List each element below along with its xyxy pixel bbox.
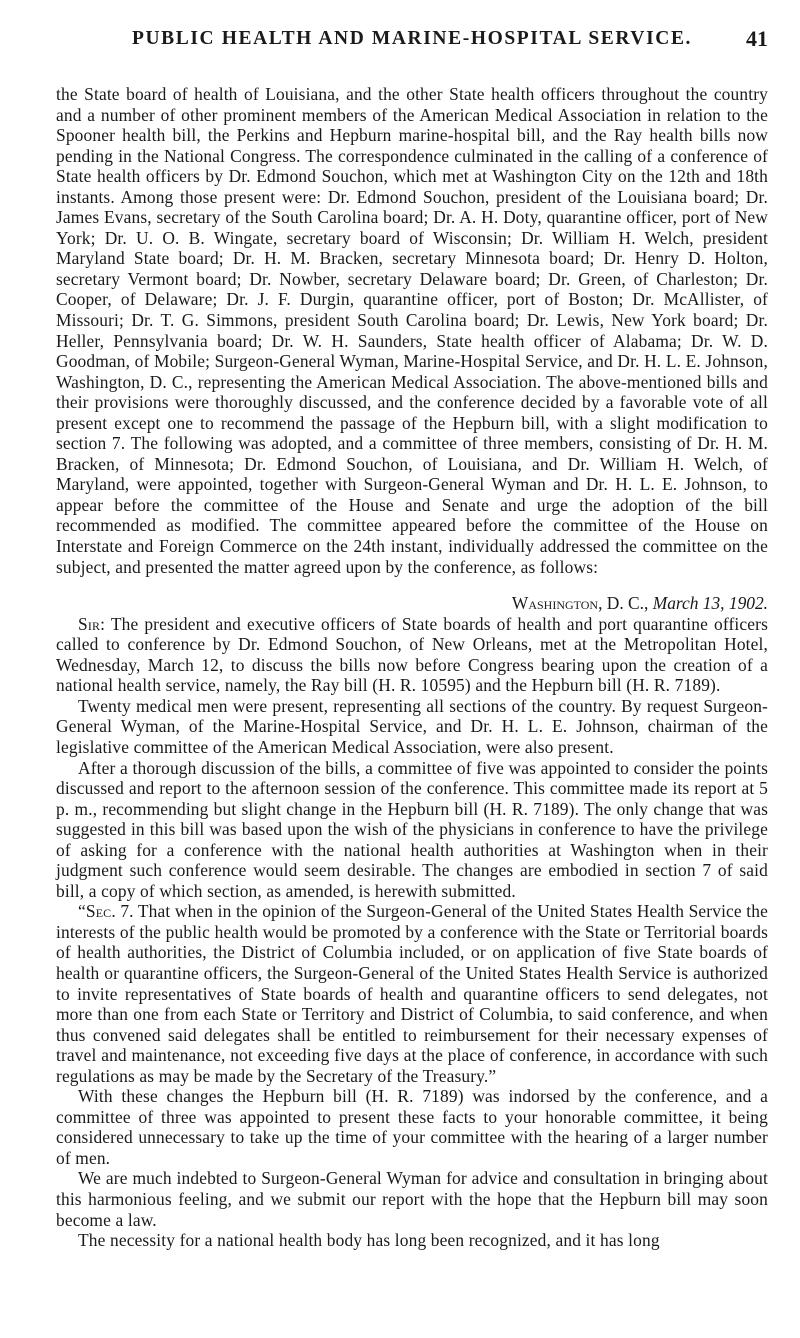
page [56,28,768,1251]
paragraph-2 [56,614,768,696]
paragraph-1: the State board of health of Louisiana, and the other State health officers throughout the country and a number of other prominent members of the American Medical Association in relation to the Spooner health bill, the Perkins and Hepburn marine-hospital bill, and the Ray health bills now pending in the National Congress. The correspondence culminated in the calling of a conference of State health officers by Dr. Edmond Souchon, which met at Washington City on the 12th and 18th instants. Among those present were: Dr. Edmond Souchon, president of the Louisiana board; Dr. James Evans, secretary of the South Carolina board; Dr. A. H. Doty, quarantine officer, port of New York; Dr. U. O. B. Wingate, secretary board of Wisconsin; Dr. William H. Welch, president Maryland State board; Dr. H. M. Bracken, secretary Minnesota board; Dr. Henry D. Holton, secretary Vermont board; Dr. Nowber, secretary Delaware board; Dr. Green, of Charleston; Dr. Cooper, of Delaware; Dr. J. F. Durgin, quarantine officer, port of Boston; Dr. McAllister, of Missouri; Dr. T. G. Simmons, president South Carolina board; Dr. Lewis, New York board; Dr. Heller, Pennsylvania board; Dr. W. H. Saunders, State health officer of Alabama; Dr. W. D. Goodman, of Mobile; Surgeon-General Wyman, Marine-Hospital Service, and Dr. H. L. E. Johnson, Washington, D. C., representing the American Medical Association. The above-mentioned bills and their provisions were thoroughly discussed, and the conference decided by a favorable vote of all present except one to recommend the passage of the Hepburn bill, with a slight modification to section 7. The following was adopted, and a committee of three members, consisting of Dr. H. M. Bracken, of Minnesota; Dr. Edmond Souchon, of Louisiana, and Dr. William H. Welch, of Maryland, were appointed, together with Surgeon-General Wyman and Dr. H. L. E. Johnson, to appear before the committee of the House and Senate and urge the adoption of the bill recommended as modified. The committee appeared before the committee of the House on Interstate and Foreign Commerce on the 24th instant, individually addressed the committee on the subject, and presented the matter agreed upon by the conference, as follows: [56,84,768,577]
paragraph-4: After a thorough discussion of the bills, a committee of five was appointed to consider the points discussed and report to the afternoon session of the conference. This committee made its report at 5 p. m., recommending but slight change in the Hepburn bill (H. R. 7189). The only change that was suggested in this bill was based upon the wish of the physicians in conference to have the privilege of asking for a conference with the national health authorities at Washington when in their judgment such conference would seem desirable. The changes are embodied in section 7 of said bill, a copy of which section, as amended, is herewith submitted. [56,757,768,901]
paragraph-5 [56,901,768,1086]
page-number: 41 [746,26,768,51]
running-title: PUBLIC HEALTH AND MARINE-HOSPITAL SERVICE. [131,28,693,49]
body-text [56,84,768,1251]
letter-dateline [56,593,768,614]
paragraph-3: Twenty medical men were present, representing all sections of the country. By request Surgeon-General Wyman, of the Marine-Hospital Service, and Dr. H. L. E. Johnson, chairman of the legislative committee of the American Medical Association, were also present. [56,695,768,757]
dateline-city: Washington, D. C., [511,593,649,614]
paragraph-6: With these changes the Hepburn bill (H. R. 7189) was indorsed by the conference, and a committee of three was appointed to present these facts to your honorable committee, it being considered unnecessary to take up the time of your committee with the hearing of a larger number of men. [56,1086,768,1168]
paragraph-5-text: That when in the opinion of the Surgeon-General of the United States Health Service the interests of the public health would be promoted by a conference with the State or Territorial boards of health authorities, the District of Columbia included, or on application of five State boards of health or quarantine officers, the Surgeon-General of the United States Health Service is authorized to invite representatives of State boards of health and quarantine officers to send delegates, not more than one from each State or Territory and District of Columbia, to said conference, and when thus convened said delegates shall be entitled to reimbursement for their necessary expenses of travel and maintenance, not exceeding five days at the place of conference, in accordance with such regulations as may be made by the Secretary of the Treasury.” [56,901,768,1086]
running-head [56,28,768,62]
paragraph-2-text: The president and executive officers of State boards of health and port quarantine officers called to conference by Dr. Edmond Souchon, of New Orleans, met at the Metropolitan Hotel, Wednesday, March 12, to discuss the bills now before Congress bearing upon the creation of a national health service, namely, the Ray bill (H. R. 10595) and the Hepburn bill (H. R. 7189). [56,613,769,696]
salutation: Sir: [78,613,106,634]
section-label: “Sec. 7. [78,901,134,922]
paragraph-7: We are much indebted to Surgeon-General Wyman for advice and consultation in bringing about this harmonious feeling, and we submit our report with the hope that the Hepburn bill may soon become a law. [56,1168,768,1230]
paragraph-8: The necessity for a national health body has long been recognized, and it has long [78,1230,660,1251]
dateline-date: March 13, 1902. [652,593,768,614]
